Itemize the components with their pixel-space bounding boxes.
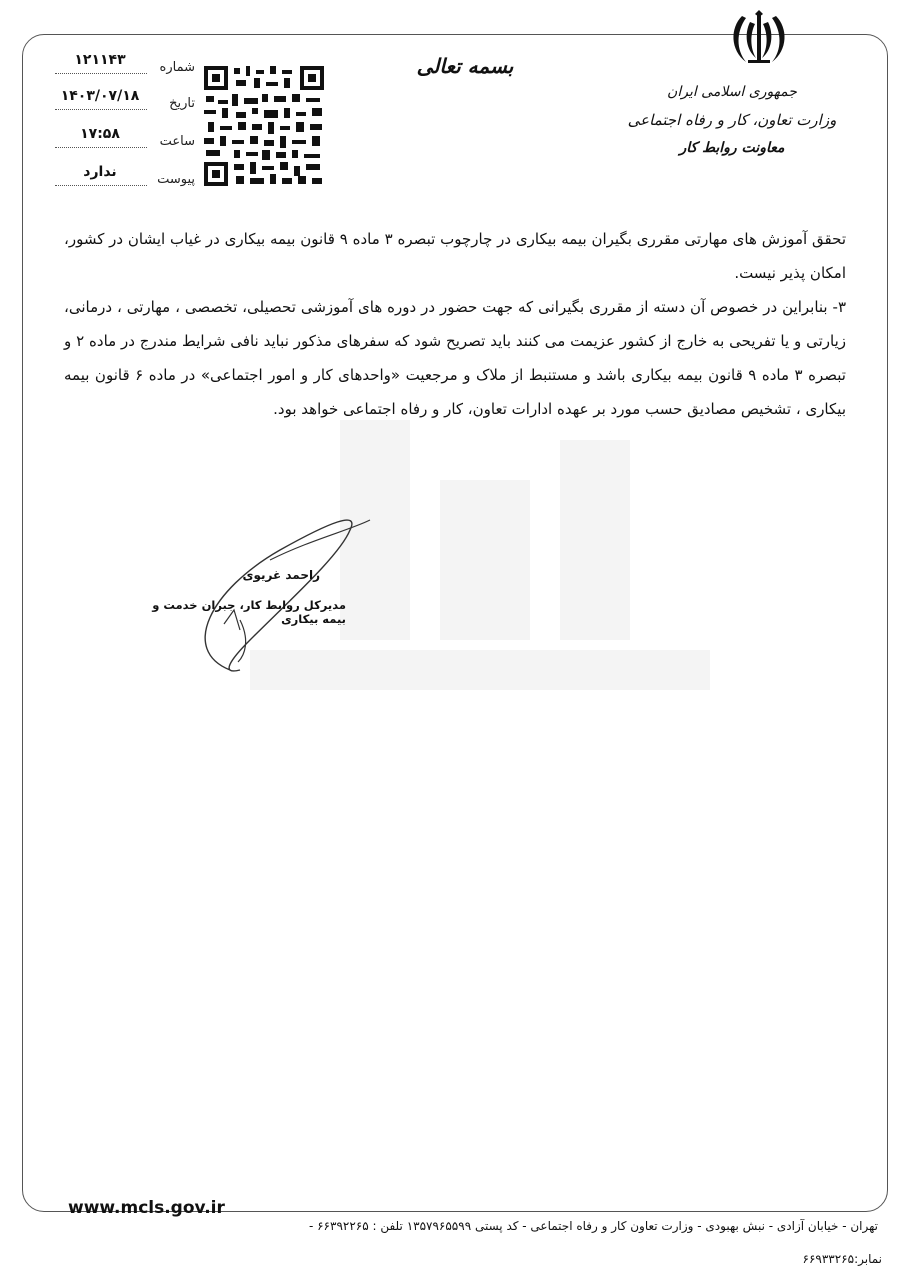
- signer-title: مدیرکل روابط کار، جبران خدمت و بیمه بیکاری: [152, 598, 346, 626]
- meta-date-row: [55, 88, 195, 114]
- footer-address: تهران - خیابان آزادی - نبش بهبودی - وزارت تعاون کار و رفاه اجتماعی - کد پستی ۱۳۵۷۹۶۵۵۹۹ تلفن : ۶۶۳۹۲۲۶۵ -: [308, 1219, 878, 1233]
- ministry-line-1: جمهوری اسلامی ایران: [667, 84, 797, 100]
- letter-metadata: [55, 52, 195, 192]
- footer-fax: نمابر:۶۶۹۳۳۲۶۵: [802, 1252, 882, 1266]
- meta-time-row: [55, 126, 195, 152]
- iran-emblem-logo: [728, 10, 790, 66]
- ministry-header: [612, 78, 852, 162]
- ministry-line-3: معاونت روابط کار: [679, 140, 785, 156]
- meta-time-value: ۱۷:۵۸: [80, 126, 120, 142]
- ministry-line-2: وزارت تعاون، کار و رفاه اجتماعی: [627, 111, 837, 129]
- meta-attachment-label: پیوست: [157, 172, 195, 187]
- signer-name: راحمد غریوی: [242, 568, 320, 582]
- body-paragraph: تحقق آموزش های مهارتی مقرری بگیران بیمه بیکاری در چارچوب تبصره ۳ ماده ۹ قانون بیمه بیکاری در غیاب ایشان در کشور، امکان پذیر نیست.: [64, 230, 846, 282]
- meta-number-label: شماره: [159, 60, 195, 75]
- meta-line: [55, 185, 147, 186]
- meta-line: [55, 147, 147, 148]
- basmala-heading: بسمه تعالی: [416, 54, 514, 78]
- qr-code: [202, 64, 326, 188]
- meta-date-value: ۱۴۰۳/۰۷/۱۸: [60, 88, 140, 104]
- meta-line: [55, 109, 147, 110]
- meta-date-label: تاریخ: [169, 96, 195, 111]
- letter-body: [64, 222, 846, 426]
- meta-attachment-value: ندارد: [83, 164, 117, 180]
- website-link[interactable]: www.mcls.gov.ir: [68, 1198, 225, 1218]
- meta-attachment-row: [55, 164, 195, 190]
- body-paragraph: ۳- بنابراین در خصوص آن دسته از مقرری بگیرانی که جهت حضور در دوره های آموزشی تحصیلی، تخصصی ، مهارتی ، درمانی، زیارتی و یا تفریحی به خارج از کشور عزیمت می کنند باید تصریح شود که سفرهای مذکور نباید نافی شرایط مندرج در ماده ۲ و تبصره ۳ ماده ۹ قانون بیمه بیکاری باشد و مستنبط از ملاک و مرجعیت «واحدهای کار و امور اجتماعی» در ماده ۶ قانون بیمه بیکاری ، تشخیص مصادیق حسب مورد بر عهده ادارات تعاون، کار و رفاه اجتماعی خواهد بود.: [64, 298, 847, 418]
- meta-time-label: ساعت: [159, 134, 195, 149]
- meta-number-value: ۱۲۱۱۴۳: [74, 52, 126, 68]
- meta-line: [55, 73, 147, 74]
- meta-number-row: [55, 52, 195, 78]
